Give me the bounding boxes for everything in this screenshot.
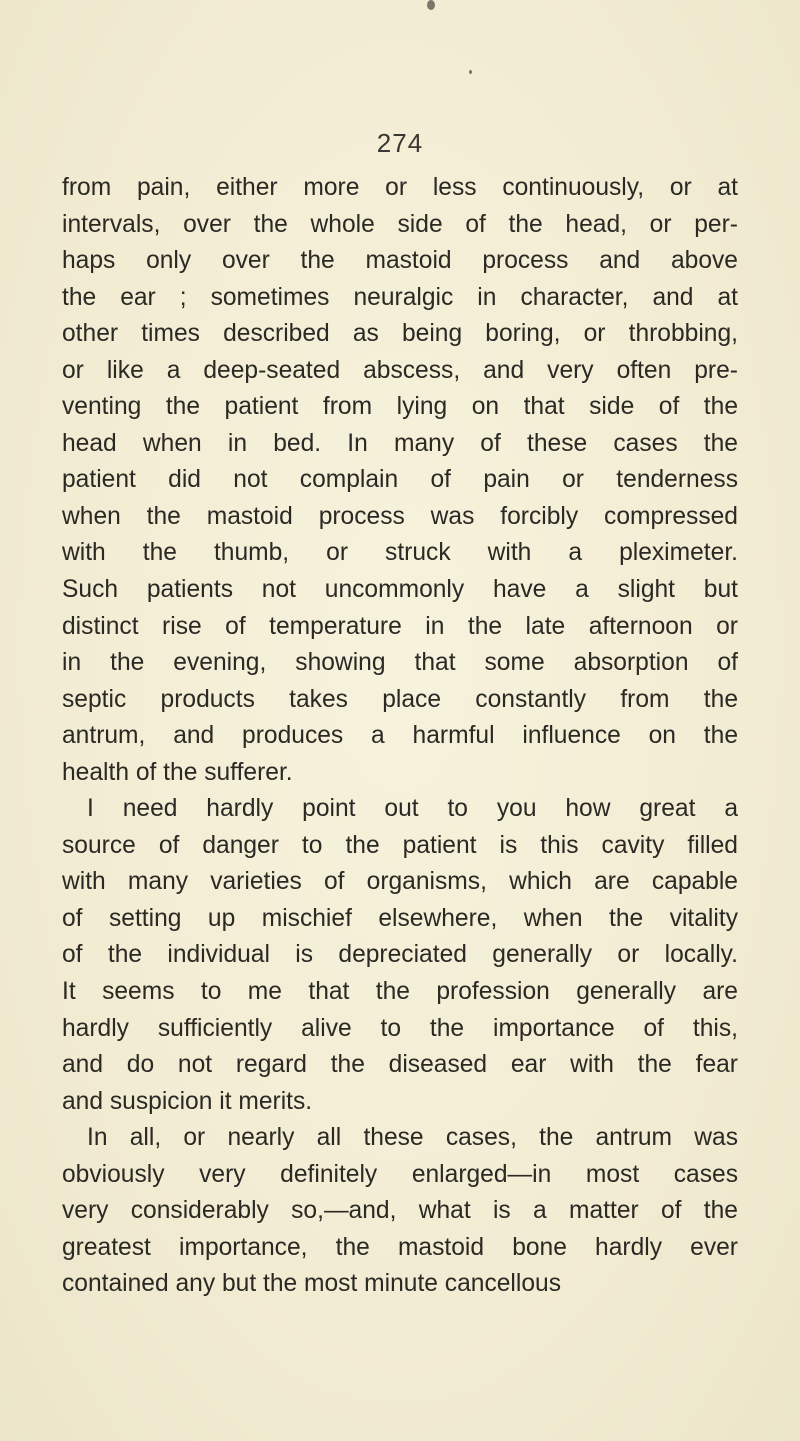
paragraph xyxy=(62,791,738,1120)
text-line: I need hardly point out to you how great a xyxy=(87,795,738,823)
paragraph xyxy=(62,170,738,791)
text-line: and suspicion it merits. xyxy=(62,1087,313,1115)
text-line: Such patients not uncommonly have a slight but xyxy=(62,576,738,604)
text-line: or like a deep-seated abscess, and very often pre- xyxy=(62,356,738,384)
text-line: haps only over the mastoid process and above xyxy=(62,247,738,275)
body-text xyxy=(62,170,738,1303)
text-line: other times described as being boring, or throbbing, xyxy=(62,320,738,348)
text-line: very considerably so,—and, what is a matter of the xyxy=(62,1197,738,1225)
text-line: and do not regard the diseased ear with the fear xyxy=(62,1051,738,1079)
text-line: with the thumb, or struck with a pleximeter. xyxy=(62,539,738,567)
text-line: when the mastoid process was forcibly compressed xyxy=(62,502,738,530)
text-line: health of the sufferer. xyxy=(62,758,293,786)
text-line: the ear ; sometimes neuralgic in character, and at xyxy=(62,283,738,311)
text-line: contained any but the most minute cancellous xyxy=(62,1270,562,1298)
text-line: of the individual is depreciated generally or locally. xyxy=(62,941,738,969)
text-line: in the evening, showing that some absorption of xyxy=(62,649,738,677)
text-line: venting the patient from lying on that side of the xyxy=(62,393,738,421)
text-line: intervals, over the whole side of the head, or per- xyxy=(62,210,738,238)
text-line: patient did not complain of pain or tenderness xyxy=(62,466,738,494)
text-line: head when in bed. In many of these cases the xyxy=(62,429,738,457)
text-line: greatest importance, the mastoid bone hardly ever xyxy=(62,1233,738,1261)
ink-speck-small xyxy=(469,70,472,74)
text-line: antrum, and produces a harmful influence on the xyxy=(62,722,738,750)
text-line: hardly sufficiently alive to the importance of this, xyxy=(62,1014,738,1042)
text-line: from pain, either more or less continuously, or at xyxy=(62,174,738,201)
text-line: with many varieties of organisms, which are capable xyxy=(62,868,738,896)
paragraph xyxy=(62,1120,738,1303)
text-line: of setting up mischief elsewhere, when the vitality xyxy=(62,904,738,932)
ink-speck-top xyxy=(427,0,435,10)
text-line: septic products takes place constantly from the xyxy=(62,685,738,713)
text-line: It seems to me that the profession generally are xyxy=(62,978,738,1006)
text-line: source of danger to the patient is this cavity filled xyxy=(62,831,738,859)
page-number: 274 xyxy=(376,128,424,158)
text-line: obviously very definitely enlarged—in most cases xyxy=(62,1160,738,1188)
text-line: In all, or nearly all these cases, the antrum was xyxy=(87,1124,738,1152)
text-line: distinct rise of temperature in the late afternoon or xyxy=(62,612,738,640)
